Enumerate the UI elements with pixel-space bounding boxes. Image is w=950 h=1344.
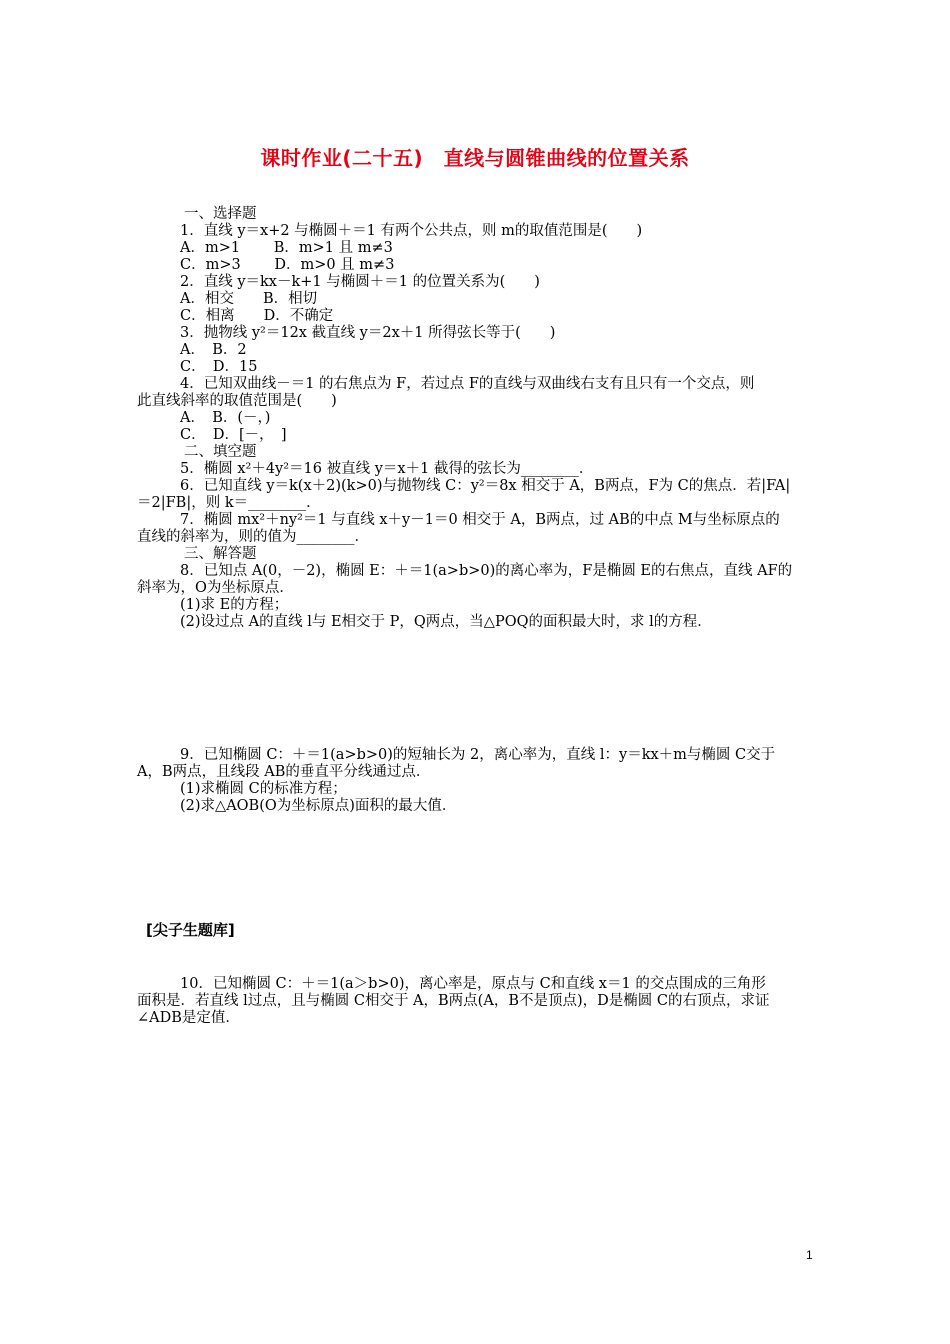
question-7-line-1: 7．椭圆 mx²＋ny²＝1 与直线 x＋y－1＝0 相交于 A，B两点，过 AB的中点 M与坐标原点的	[180, 512, 780, 528]
question-3: 3．抛物线 y²＝12x 截直线 y＝2x＋1 所得弦长等于( )	[180, 325, 556, 341]
question-8-part-1: (1)求 E的方程；	[180, 597, 289, 613]
question-8-line-1: 8．已知点 A(0，－2)，椭圆 E：＋＝1(a>b>0)的离心率为，F是椭圆 E的右焦点，直线 AF的	[180, 563, 793, 579]
section-heading-fill: 二、填空题	[184, 444, 257, 460]
question-3-options-ab: A． B．2	[180, 342, 247, 358]
question-6-line-1: 6．已知直线 y＝k(x＋2)(k>0)与抛物线 C：y²＝8x 相交于 A，B两点，F为 C的焦点．若|FA|	[180, 478, 791, 494]
question-6-line-2: ＝2|FB|，则 k＝________．	[137, 495, 321, 511]
page-number: 1	[806, 1248, 813, 1262]
page-title: 课时作业(二十五) 直线与圆锥曲线的位置关系	[260, 146, 690, 170]
question-1: 1．直线 y＝x+2 与椭圆＋＝1 有两个公共点，则 m的取值范围是( )	[180, 223, 643, 239]
question-4-options-cd: C． D．[－， ]	[180, 427, 287, 443]
question-4-line-1: 4．已知双曲线－＝1 的右焦点为 F，若过点 F的直线与双曲线右支有且只有一个交点，则	[180, 376, 755, 392]
question-5: 5．椭圆 x²＋4y²＝16 被直线 y＝x＋1 截得的弦长为________．	[180, 461, 594, 477]
question-1-options-ab: A．m>1 B．m>1 且 m≠3	[180, 240, 393, 256]
question-2-options-ab: A．相交 B．相切	[180, 291, 318, 307]
question-4-options-ab: A． B．(－，)	[180, 410, 271, 426]
question-2: 2．直线 y＝kx－k+1 与椭圆＋＝1 的位置关系为( )	[180, 274, 540, 290]
question-3-options-cd: C． D．15	[180, 359, 258, 375]
question-10-line-3: ∠ADB是定值．	[137, 1010, 240, 1026]
question-10-line-1: 10．已知椭圆 C：＋＝1(a＞b>0)，离心率是，原点与 C和直线 x＝1 的交点围成的三角形	[180, 976, 766, 992]
section-heading-answer: 三、解答题	[184, 546, 257, 562]
question-10-line-2: 面积是．若直线 l过点，且与椭圆 C相交于 A，B两点(A，B不是顶点)，D是椭圆 C的右顶点，求证	[137, 993, 770, 1009]
question-8-part-2: (2)设过点 A的直线 l与 E相交于 P，Q两点，当△POQ的面积最大时，求 l的方程．	[180, 614, 712, 630]
section-heading-choice: 一、选择题	[184, 206, 257, 222]
question-9-part-1: (1)求椭圆 C的标准方程；	[180, 781, 347, 797]
question-1-options-cd: C．m>3 D．m>0 且 m≠3	[180, 257, 395, 273]
question-4-line-2: 此直线斜率的取值范围是( )	[137, 393, 337, 409]
question-9-line-2: A，B两点，且线段 AB的垂直平分线通过点．	[137, 764, 431, 780]
question-9-line-1: 9．已知椭圆 C：＋＝1(a>b>0)的短轴长为 2，离心率为，直线 l：y＝kx＋m与椭圆 C交于	[180, 747, 776, 763]
question-9-part-2: (2)求△AOB(O为坐标原点)面积的最大值．	[180, 798, 457, 814]
question-7-line-2: 直线的斜率为，则的值为________．	[137, 529, 369, 545]
section-tag: [尖子生题库]	[146, 921, 235, 939]
question-8-line-2: 斜率为，O为坐标原点．	[137, 580, 294, 596]
question-2-options-cd: C．相离 D．不确定	[180, 308, 334, 324]
